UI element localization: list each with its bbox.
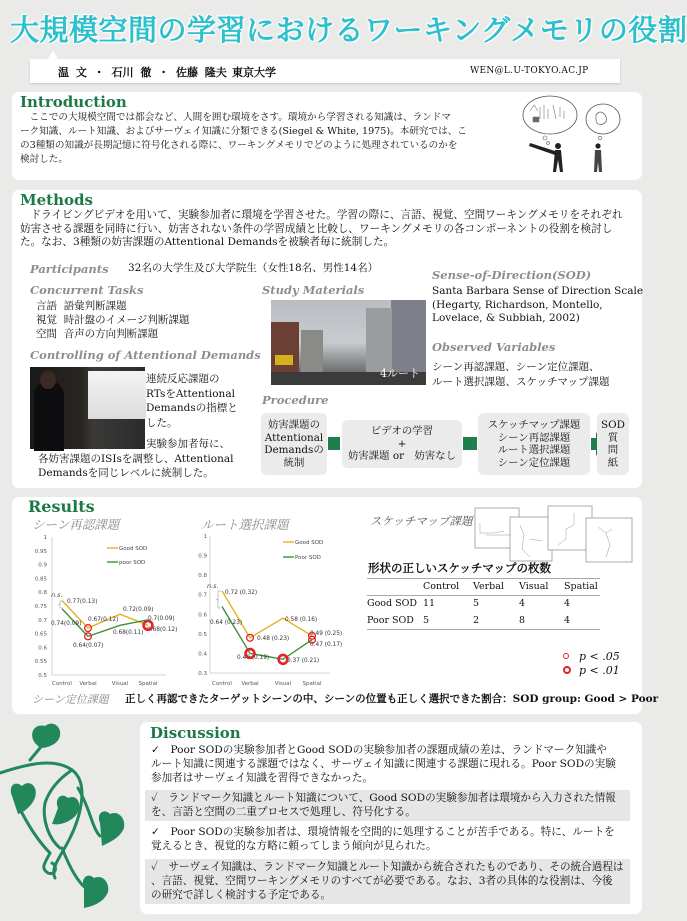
text-line: ✓ Poor SODの実験参加者は、環境情報を空間的に処理することが苦手である。特に、ルートを xyxy=(151,826,615,838)
text-line: ビデオの学習 xyxy=(370,425,434,438)
procedure-step-4 xyxy=(597,413,629,475)
text-line: SOD xyxy=(601,419,625,431)
y-tick-label: 0.9 xyxy=(198,553,207,560)
data-label: 0.67(0.12) xyxy=(88,617,119,623)
legend-label: Good SOD xyxy=(295,540,324,546)
y-tick-label: 0.65 xyxy=(34,631,47,638)
table-cell: 4 xyxy=(564,598,571,610)
y-tick-label: 1 xyxy=(203,534,207,540)
data-label: 0.74(0.09) xyxy=(51,621,82,627)
concurrent-tasks-list xyxy=(36,299,189,341)
email-address[interactable]: WEN@L.U-TOKYO.AC.JP xyxy=(470,66,589,76)
table-cell: 5 xyxy=(473,598,480,610)
results-heading: Results xyxy=(28,497,95,516)
data-label: 0.49 (0.25) xyxy=(310,631,343,637)
introduction-text xyxy=(20,111,467,167)
text-line: ルート選択課題 xyxy=(497,444,571,456)
text-line: Demandsの xyxy=(264,444,324,456)
discussion-item xyxy=(145,790,630,821)
scene-location-text: 正しく再認できたターゲットシーンの中、シーンの位置も正しく選択できた割合：SOD group: Good > Poor xyxy=(125,693,659,705)
y-tick-label: 0.85 xyxy=(34,576,47,583)
affiliation: 東京大学 xyxy=(232,66,276,79)
text-line: た。なお、3種類の妨害課題のAttentional Demandsを被験者毎に統制した。 xyxy=(20,236,395,248)
text-line: 連続反応課題の xyxy=(146,373,220,385)
small-red-circle-icon xyxy=(563,653,569,659)
table-header-cell xyxy=(367,579,423,595)
methods-text xyxy=(20,209,635,250)
text-line: Santa Barbara Sense of Direction Scale xyxy=(432,285,644,297)
person-head xyxy=(40,371,56,389)
text-line: 妨害課題の xyxy=(268,419,320,431)
task-name: 語彙判断課題 xyxy=(63,300,127,312)
y-tick-label: 0.5 xyxy=(198,631,207,638)
leaf-icon xyxy=(99,811,124,846)
text-line: ルート知識に関連する課題ではなく、サーヴェイ知識に関連する課題に現れる。Poor SODの実験 xyxy=(151,758,616,770)
participants-label: Participants xyxy=(30,262,109,276)
projection-screen xyxy=(88,371,146,419)
street-photo xyxy=(271,300,426,385)
text-line: ✓ ランドマーク知識とルート知識について、Good SODの実験参加者は環境から入力された情報 xyxy=(151,792,616,804)
legend-label: p < .05 xyxy=(579,650,620,663)
sketch-map-title: スケッチマップ課題 xyxy=(370,514,473,528)
scene-location-label: シーン定位課題 xyxy=(32,693,109,706)
text-line: ✓ Poor SODの実験参加者とGood SODの実験参加者の課題成績の差は、ランドマーク知識や xyxy=(151,744,607,756)
ns-annotation: n.s. xyxy=(207,582,219,590)
text-line: 覚えるとき、視覚的な方略に頼ってしまう傾向が見られた。 xyxy=(151,840,437,852)
table-header-row xyxy=(367,579,600,595)
controlling-side-text xyxy=(146,372,238,430)
text-line: 紙 xyxy=(607,456,619,469)
chart-title-route-selection: ルート選択課題 xyxy=(201,517,289,532)
leaf-icon xyxy=(52,796,79,825)
procedure-step-2 xyxy=(342,420,462,468)
data-label: 0.68(0.12) xyxy=(147,627,178,633)
discussion-item xyxy=(145,742,630,787)
y-tick-label: 0.6 xyxy=(198,612,207,619)
text-line: (Hegarty, Richardson, Montello, xyxy=(432,298,603,311)
data-label: 0.72 (0.32) xyxy=(225,590,258,596)
x-tick-label: Visual xyxy=(274,681,292,687)
y-tick-label: 1 xyxy=(43,535,47,541)
table-cell: 5 xyxy=(423,615,430,626)
text-line: Lovelace, & Subbiah, 2002) xyxy=(432,312,580,324)
large-red-circle-icon xyxy=(563,666,571,674)
vine-decoration xyxy=(0,718,135,918)
discussion-item xyxy=(145,824,630,855)
text-line: 参加者はサーヴェイ知識を習得できなかった。 xyxy=(151,772,374,784)
observed-variables-text xyxy=(432,360,610,390)
text-line: ドライビングビデオを用いて、実験参加者に環境を学習させた。学習の際に、言語、視覚、空間ワーキングメモリをそれぞれ xyxy=(20,209,623,221)
table-cell: Poor SOD xyxy=(367,615,414,626)
data-label: 0.77(0.13) xyxy=(67,599,98,605)
y-tick-label: 0.9 xyxy=(38,562,47,569)
data-label: 0.64 (0.23) xyxy=(210,620,243,626)
y-tick-label: 0.95 xyxy=(34,548,47,555)
text-line: + xyxy=(397,437,407,450)
text-line: RTsをAttentional xyxy=(146,387,235,400)
sketch-map-table xyxy=(367,579,600,629)
table-header-cell: Control xyxy=(423,581,460,593)
legend-label: poor SOD xyxy=(119,560,146,566)
methods-heading: Methods xyxy=(20,191,93,209)
study-materials-label: Study Materials xyxy=(262,283,365,297)
route-count-caption: 4ルート xyxy=(380,366,420,380)
observed-variables-label: Observed Variables xyxy=(432,340,556,354)
legend-label: Good SOD xyxy=(119,546,148,552)
table-cell: 2 xyxy=(473,615,480,626)
legend-item xyxy=(563,664,620,678)
text-line: 実験参加者毎に、 xyxy=(146,438,230,450)
scene-recognition-chart xyxy=(20,530,195,690)
ns-bracket xyxy=(216,591,221,608)
shop-sign xyxy=(275,355,293,365)
task-item xyxy=(36,313,189,327)
text-line: 妨害させる課題を同時に行い、妨害されない条件の学習成績と比較し、ワーキングメモリの各コンポーネントの役割を検討し xyxy=(20,222,613,235)
participants-text: 32名の大学生及び大学院生（女性18名、男性14名） xyxy=(128,262,379,274)
sketch-map-thumb xyxy=(586,518,632,562)
controlling-label: Controlling of Attentional Demands xyxy=(30,348,261,362)
y-tick-label: 0.6 xyxy=(38,645,47,652)
table-header-cell: Visual xyxy=(519,581,549,593)
y-tick-label: 0.5 xyxy=(38,673,47,679)
table-row xyxy=(367,612,600,629)
ns-annotation: n.s. xyxy=(51,591,63,599)
table-cell: 4 xyxy=(519,598,526,610)
text-line: シーン再認課題 xyxy=(497,431,571,444)
procedure-connector xyxy=(328,437,340,450)
controlling-after-text xyxy=(38,437,233,481)
procedure-step-1 xyxy=(261,413,327,475)
text-line: 各妨害課題のISIsを調整し、Attentional xyxy=(38,452,234,465)
sketch-map-thumbnails xyxy=(474,503,634,563)
task-name: 音声の方向判断課題 xyxy=(63,328,159,340)
task-type: 空間 xyxy=(36,328,57,340)
text-line: した。 xyxy=(146,416,178,429)
concurrent-tasks-label: Concurrent Tasks xyxy=(30,283,144,297)
discussion-heading: Discussion xyxy=(150,724,241,742)
authors: 温 文 ・ 石川 徹 ・ 佐藤 隆夫 xyxy=(58,66,227,79)
sketch-table-title: 形状の正しいスケッチマップの枚数 xyxy=(368,561,551,575)
legend-item xyxy=(563,650,620,664)
text-line: シーン定位課題 xyxy=(497,456,571,469)
introduction-heading: Introduction xyxy=(20,93,127,111)
leaf-icon xyxy=(11,783,36,814)
y-tick-label: 0.8 xyxy=(198,573,207,580)
discussion-list xyxy=(145,742,630,904)
x-tick-label: Control xyxy=(52,681,72,687)
text-line: ーク知識、ルート知識、およびサーヴェイ知識に分類できる(Siegel & White, 1975)。本研究では、こ xyxy=(20,126,467,137)
sketch-map-thumb xyxy=(548,506,592,550)
x-tick-label: Spatial xyxy=(302,681,322,687)
task-type: 視覚 xyxy=(36,314,57,326)
x-tick-label: Verbal xyxy=(79,681,97,687)
text-line: ここでの大規模空間では都会など、人間を囲む環境をさす。環境から学習される知識は、ランドマ xyxy=(20,112,451,123)
sod-text xyxy=(432,285,643,326)
task-type: 言語 xyxy=(36,300,57,312)
text-line: ルート選択課題、スケッチマップ課題 xyxy=(432,376,610,388)
ns-bracket xyxy=(58,601,63,608)
data-label: 0.7(0.09) xyxy=(148,616,175,622)
series-line-good-sod xyxy=(222,591,312,638)
table-cell: 4 xyxy=(564,615,571,626)
y-tick-label: 0.7 xyxy=(198,592,207,599)
table-cell: 11 xyxy=(423,598,436,610)
text-line: の研究で詳しく検討する予定である。 xyxy=(151,889,332,901)
table-header-cell: Spatial xyxy=(564,581,598,593)
text-line: ✓ サーヴェイ知識は、ランドマーク知識とルート知識から統合されたものであり、その統合過程は xyxy=(151,861,624,873)
route-selection-chart xyxy=(195,530,360,690)
data-label: 0.64(0.07) xyxy=(73,643,104,649)
data-label: 0.68(0.11) xyxy=(113,630,144,636)
data-label: 0.47 (0.17) xyxy=(310,642,343,648)
sod-label: Sense-of-Direction(SOD) xyxy=(432,268,592,282)
text-line: Attentional xyxy=(264,431,324,444)
x-tick-label: Spatial xyxy=(138,681,158,687)
cartoon-illustration xyxy=(520,93,635,175)
poster-title: 大規模空間の学習におけるワーキングメモリの役割 xyxy=(10,13,687,47)
leaf-icon xyxy=(83,876,108,908)
data-label: 0.37 (0.21) xyxy=(287,658,320,664)
table-header-cell: Verbal xyxy=(473,581,504,593)
x-tick-label: Control xyxy=(212,681,232,687)
text-line: 検討した。 xyxy=(20,154,68,165)
table-cell: Good SOD xyxy=(367,598,418,610)
text-line: の3種類の知識が長期記憶に符号化される際に、ワーキングメモリでどのように処理されているのかを xyxy=(20,140,458,151)
text-line: シーン再認課題、シーン定位課題、 xyxy=(432,361,600,373)
procedure-step-3 xyxy=(478,413,590,475)
chart-title-scene-recognition: シーン再認課題 xyxy=(32,517,120,532)
legend-label: p < .01 xyxy=(579,664,620,677)
text-line: 、言語、視覚、空間ワーキングメモリのすべてが必要である。なお、3者の具体的な役割は、今後 xyxy=(151,875,613,887)
text-line: Demandsを同じレベルに統制した。 xyxy=(38,467,214,479)
task-name: 時計盤のイメージ判断課題 xyxy=(63,314,190,326)
y-tick-label: 0.7 xyxy=(38,617,47,624)
y-tick-label: 0.3 xyxy=(198,671,207,677)
table-cell: 8 xyxy=(519,615,526,626)
procedure-connector xyxy=(463,437,477,450)
task-item xyxy=(36,327,189,341)
data-label: 0.40 (0.19) xyxy=(237,655,270,661)
text-line: Demandsの指標と xyxy=(146,402,238,414)
data-label: 0.58 (0.16) xyxy=(285,617,318,623)
table-row xyxy=(367,595,600,612)
procedure-label: Procedure xyxy=(262,393,329,407)
significance-legend xyxy=(563,650,620,678)
leaf-icon xyxy=(32,724,60,748)
data-label: 0.72(0.09) xyxy=(123,607,154,613)
data-label: 0.48 (0.23) xyxy=(257,636,290,642)
discussion-item xyxy=(145,859,630,904)
text-line: 統制 xyxy=(283,456,305,469)
x-tick-label: Visual xyxy=(111,681,129,687)
task-item xyxy=(36,299,189,313)
text-line: を、言語と空間の二重プロセスで処理し、符号化する。 xyxy=(151,806,416,818)
x-tick-label: Verbal xyxy=(241,681,259,687)
text-line: 質 xyxy=(607,431,619,444)
y-tick-label: 0.55 xyxy=(34,659,47,666)
y-tick-label: 0.8 xyxy=(38,590,47,597)
sketch-table-wrap xyxy=(367,578,600,630)
text-line: スケッチマップ課題 xyxy=(487,419,581,431)
text-line: 妨害課題 or 妨害なし xyxy=(347,450,457,463)
text-line: 問 xyxy=(607,444,619,456)
legend-label: Poor SOD xyxy=(295,555,321,561)
y-tick-label: 0.75 xyxy=(34,604,47,610)
y-tick-label: 0.4 xyxy=(198,651,207,658)
